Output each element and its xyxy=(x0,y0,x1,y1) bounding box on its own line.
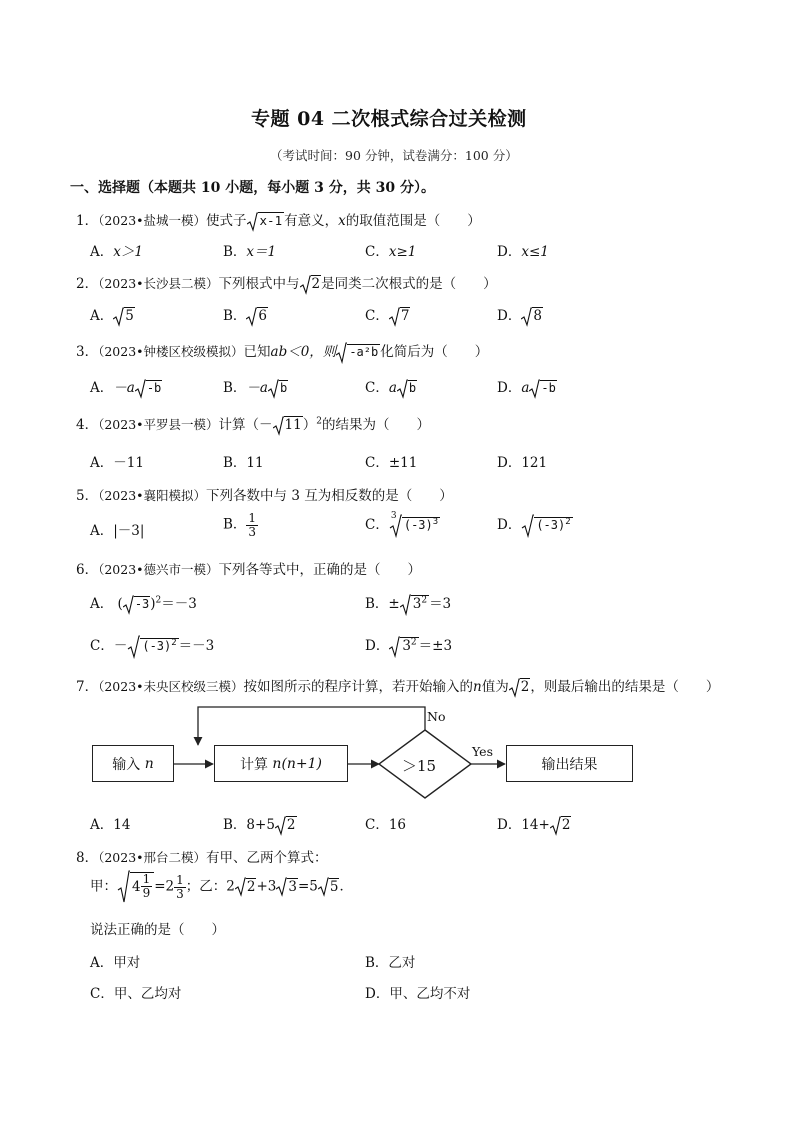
question-text: 的结果为（ ） xyxy=(321,417,430,433)
question-number: 7． xyxy=(76,679,99,695)
option-label: C． xyxy=(90,986,114,1002)
option-value: 8+5 xyxy=(246,817,275,833)
question-text: 是同类二次根式的是（ ） xyxy=(321,276,497,292)
flow-condition-label: ＞15 xyxy=(402,757,437,775)
option-a[interactable] xyxy=(90,951,140,971)
option-label: B． xyxy=(223,516,247,533)
variable: n xyxy=(144,755,154,772)
option-label: C． xyxy=(365,517,389,533)
radicand: (-3) xyxy=(403,518,433,532)
radicand: 3 xyxy=(288,878,297,895)
fraction xyxy=(174,874,186,900)
flow-compute-box xyxy=(214,745,348,782)
denominator: 3 xyxy=(248,524,257,539)
sqrt-expression: $3^2$ xyxy=(389,636,418,658)
radicand: -b xyxy=(541,381,556,395)
option-label: D． xyxy=(365,638,390,654)
question-number: 3． xyxy=(76,344,99,360)
option-label: A． xyxy=(90,455,114,471)
option-label: A． xyxy=(90,244,114,260)
option-d[interactable] xyxy=(365,982,470,1002)
question-source: （2023•钟楼区校级模拟） xyxy=(98,344,244,359)
option-d[interactable] xyxy=(497,813,571,836)
denominator: 3 xyxy=(176,886,184,901)
radicand: 8 xyxy=(533,308,542,324)
option-c[interactable] xyxy=(365,813,406,833)
option-b[interactable] xyxy=(365,951,415,971)
option-label: C． xyxy=(365,308,389,324)
radicand: 3 xyxy=(412,596,422,612)
option-label: B． xyxy=(223,455,247,471)
option-value: x≤1 xyxy=(521,244,549,260)
sqrt-expression xyxy=(276,877,298,897)
question-source: （2023•盐城一模） xyxy=(98,213,207,228)
question-source: （2023•襄阳模拟） xyxy=(98,488,207,503)
flow-input-label: 输入 xyxy=(112,756,141,773)
numerator: 1 xyxy=(142,872,151,887)
radicand: 7 xyxy=(400,308,410,324)
flow-yes-label: Yes xyxy=(472,744,493,759)
question-text: 按如图所示的程序计算，若开始输入的 xyxy=(243,679,474,695)
exam-info: （考试时间：90 分钟，试卷满分：100 分） xyxy=(270,148,518,163)
sqrt-expression: $(-3)^2$ xyxy=(127,635,178,659)
sqrt-expression xyxy=(275,816,297,836)
radicand: 2 xyxy=(246,878,256,895)
question-number: 2． xyxy=(76,276,99,292)
variable: x xyxy=(338,213,346,229)
option-label: D． xyxy=(497,817,522,833)
option-a[interactable] xyxy=(90,813,130,833)
radicand: b xyxy=(408,381,417,395)
question-number: 6． xyxy=(76,562,99,578)
fraction xyxy=(141,873,153,899)
option-label: B． xyxy=(223,380,247,396)
coefficient: a xyxy=(388,380,397,396)
radicand: 5 xyxy=(329,878,339,895)
question-number: 5． xyxy=(76,488,99,504)
question-number: 8． xyxy=(76,850,99,866)
question-text: 的取值范围是（ ） xyxy=(345,213,481,229)
option-label: D． xyxy=(497,308,522,324)
arrow-no-loop xyxy=(198,707,425,745)
question-number: 4． xyxy=(76,417,99,433)
option-value: 16 xyxy=(388,817,407,833)
question-text: 有甲、乙两个算式： xyxy=(206,850,328,866)
option-label: D． xyxy=(497,380,522,396)
question-text: 化简后为（ ） xyxy=(380,344,489,360)
option-label: D． xyxy=(497,244,522,260)
question-8 xyxy=(76,846,328,866)
option-a[interactable]: A． ( -3)$^2$＝－3 xyxy=(90,592,197,615)
denominator: 9 xyxy=(142,886,151,900)
numerator: 1 xyxy=(176,872,184,887)
flow-output-box xyxy=(506,745,633,782)
coefficient: －a xyxy=(246,380,268,396)
option-label: D． xyxy=(497,517,522,533)
flow-output-label: 输出结果 xyxy=(541,756,598,773)
option-value: 乙对 xyxy=(388,955,416,971)
option-label: A． xyxy=(90,380,114,396)
radicand: -a²b xyxy=(349,345,379,359)
option-value: 甲对 xyxy=(113,955,141,971)
radicand: (-3) xyxy=(536,518,566,532)
cube-root-expression: 3 $(-3)^3$ xyxy=(389,514,440,538)
option-label: A． xyxy=(90,523,114,539)
option-label: C． xyxy=(365,817,389,833)
option-value: x≥1 xyxy=(388,244,417,260)
root-index: 3 xyxy=(390,510,397,521)
question-source: （2023•邢台二模） xyxy=(98,850,207,865)
option-label: B． xyxy=(365,596,389,612)
option-c[interactable] xyxy=(90,982,181,1002)
option-label: A． xyxy=(90,596,114,612)
question-source: （2023•未央区校级三模） xyxy=(98,679,244,694)
question-text: 值为 xyxy=(481,679,509,695)
question-prompt: 说法正确的是（ ） xyxy=(90,922,225,938)
sign: － xyxy=(113,638,128,654)
radicand: 2 xyxy=(286,817,296,833)
option-value: 14 xyxy=(113,817,131,833)
label-yi: ；乙： xyxy=(185,878,227,895)
option-label: C． xyxy=(365,380,389,396)
whole-number: 4 xyxy=(132,878,141,895)
condition: ab＜0，则 xyxy=(270,344,337,360)
sqrt-expression: $(-3)^2$ xyxy=(521,514,572,538)
option-label: D． xyxy=(365,986,390,1002)
radicand: 3 xyxy=(402,638,411,654)
equation-rhs: ＝－3 xyxy=(178,638,215,654)
question-text: 使式子 xyxy=(206,213,247,229)
radicand: 5 xyxy=(125,308,134,324)
option-label: B． xyxy=(223,244,247,260)
option-value: ±11 xyxy=(388,455,418,471)
option-value: x＞1 xyxy=(113,244,143,260)
page-title: 专题 04 二次根式综合过关检测 xyxy=(251,108,527,130)
option-value: 11 xyxy=(246,455,264,471)
q8-expressions xyxy=(90,870,353,904)
sign: ± xyxy=(388,596,400,612)
question-text: 下列各数中与 3 互为相反数的是（ ） xyxy=(206,488,453,504)
radicand: 6 xyxy=(258,308,268,324)
option-label: C． xyxy=(90,638,114,654)
option-value: x＝1 xyxy=(246,244,277,260)
question-text: 下列根式中与 xyxy=(218,276,300,292)
coefficient: －a xyxy=(113,380,135,396)
question-text: 有意义， xyxy=(284,213,339,229)
radicand: -3 xyxy=(134,597,150,611)
option-label: B． xyxy=(223,817,247,833)
question-text: 计算 xyxy=(218,417,246,433)
power-expression: （－ 11）$^2$ xyxy=(246,417,322,433)
option-label: A． xyxy=(90,955,114,971)
sqrt-expression xyxy=(550,816,572,836)
equation-rhs: ＝±3 xyxy=(418,638,453,654)
flow-expression: n(n+1) xyxy=(272,755,323,772)
question-text: ，则最后输出的结果是（ ） xyxy=(530,679,720,695)
equation-rhs: ＝－3 xyxy=(161,596,197,612)
flow-compute-label: 计算 xyxy=(239,756,268,773)
option-label: B． xyxy=(365,955,389,971)
option-label: D． xyxy=(497,455,522,471)
coefficient: =5 xyxy=(297,878,318,895)
sqrt-expression xyxy=(117,870,154,904)
option-value: 甲、乙均对 xyxy=(113,986,182,1002)
radicand: x-1 xyxy=(259,213,283,228)
flow-input-box xyxy=(92,745,174,782)
numerator: 1 xyxy=(248,511,257,525)
radicand: -b xyxy=(146,381,162,395)
question-source: （2023•德兴市一模） xyxy=(98,562,219,577)
question-source: （2023•长沙县二模） xyxy=(98,276,219,291)
coefficient: a xyxy=(521,380,530,396)
variable: n xyxy=(473,679,482,695)
sqrt-expression: $3^2$ xyxy=(400,594,429,616)
option-value: －11 xyxy=(113,455,144,471)
radicand: 2 xyxy=(520,679,530,695)
radicand: (-3) xyxy=(142,639,172,653)
coefficient: 2 xyxy=(226,878,235,895)
radicand: 2 xyxy=(311,276,321,292)
question-text: 已知 xyxy=(243,344,271,360)
option-value: 甲、乙均不对 xyxy=(389,986,471,1002)
option-value: 14+ xyxy=(521,817,550,833)
label-jia: 甲： xyxy=(90,878,117,895)
radicand: 11 xyxy=(284,417,302,433)
option-label: A． xyxy=(90,308,114,324)
question-number: 1． xyxy=(76,213,99,229)
sqrt-expression xyxy=(318,877,340,897)
option-label: B． xyxy=(223,308,247,324)
question-text: 下列各等式中，正确的是（ ） xyxy=(218,562,422,578)
equation-rhs: ＝3 xyxy=(429,596,452,612)
option-label: A． xyxy=(90,817,114,833)
sqrt-expression xyxy=(235,877,257,897)
flow-no-label: No xyxy=(427,709,446,724)
option-value: 121 xyxy=(521,455,548,471)
option-b[interactable] xyxy=(223,813,297,836)
punctuation: ． xyxy=(339,878,353,895)
section-heading: 一、选择题（本题共 10 小题，每小题 3 分，共 30 分）。 xyxy=(70,180,435,196)
option-label: C． xyxy=(365,455,389,471)
question-source: （2023•平罗县一模） xyxy=(98,417,219,432)
equation-rhs: =2 xyxy=(154,878,175,895)
option-value: |－3| xyxy=(113,523,145,539)
coefficient: +3 xyxy=(256,878,277,895)
option-label: C． xyxy=(365,244,389,260)
radicand: b xyxy=(279,381,288,395)
radicand: 2 xyxy=(561,817,571,833)
